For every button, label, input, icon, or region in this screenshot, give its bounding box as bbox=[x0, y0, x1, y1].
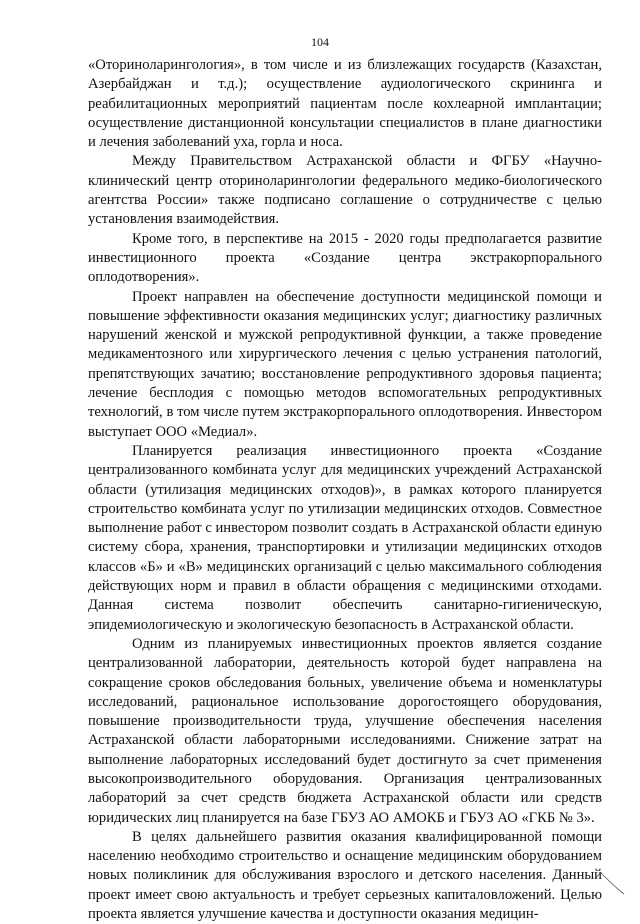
scan-mark-icon bbox=[598, 868, 626, 896]
page-number: 104 bbox=[311, 35, 329, 49]
paragraph: Между Правительством Астраханской области и ФГБУ «Научно-клинический центр оториноларингологии федерального медико-биологического агентства России» также подписано соглашение о сотрудничестве с целью установления взаимодействия. bbox=[88, 153, 602, 228]
paragraph: В целях дальнейшего развития оказания квалифицированной помощи населению необходимо строительство и оснащение медицинским оборудованием новых поликлиник для обслуживания взрослого и детского населения. Данный проект имеет свою актуальность и требует серьезных капиталовложений. Целью проекта является улучшение качества и доступности оказания медицин- bbox=[88, 828, 602, 923]
paragraph: Одним из планируемых инвестиционных проектов является создание централизованной лаборатории, деятельность которой будет направлена на сокращение сроков обследования больных, увеличение объема и номенклатуры исследований, рациональное использование дорогостоящего оборудования, повышение производительности труда, улучшение обеспечения населения Астраханской области лабораторными исследованиями. Снижение затрат на выполнение лабораторных исследований будет достигнуто за счет применения высокопроизводительного оборудования. Организация централизованных лабораторий за счет средств бюджета Астраханской области или средств юридических лиц планируется на базе ГБУЗ АО АМОКБ и ГБУЗ АО «ГКБ № 3». bbox=[88, 635, 602, 826]
paragraph: «Оториноларингология», в том числе и из близлежащих государств (Казахстан, Азербайджан и т.д.); осуществление аудиологического скрининга и реабилитационных мероприятий пациентам после кохлеарной имплантации; осуществление дистанционной консультации специалистов в плане диагностики и лечения заболеваний уха, горла и носа. bbox=[88, 57, 602, 151]
paragraph: Проект направлен на обеспечение доступности медицинской помощи и повышение эффективности оказания медицинских услуг; диагностику различных нарушений женской и мужской репродуктивной функции, а также проведение медикаментозного или хирургического лечения с целью устранения патологий, препятствующих зачатию; восстановление репродуктивного здоровья пациента; лечение бесплодия с помощью методов вспомогательных репродуктивных технологий, в том числе путем экстракорпорального оплодотворения. Инвестором выступает ООО «Медиал». bbox=[88, 288, 602, 440]
document-body bbox=[88, 56, 602, 924]
paragraph: Планируется реализация инвестиционного проекта «Создание централизованного комбината услуг для медицинских учреждений Астраханской области (утилизация медицинских отходов)», в рамках которого планируется строительство комбината услуг по утилизации медицинских отходов. Совместное выполнение работ с инвестором позволит создать в Астраханской области единую систему сбора, хранения, транспортировки и утилизации медицинских отходов классов «Б» и «В» медицинских организаций с целью максимального соблюдения действующих норм и правил в области обращения с медицинскими отходами. Данная система позволит обеспечить санитарно-гигиеническую, эпидемиологическую и экологическую безопасность в Астраханской области. bbox=[88, 442, 602, 633]
paragraph: Кроме того, в перспективе на 2015 - 2020 годы предполагается развитие инвестиционного проекта «Создание центра экстракорпорального оплодотворения». bbox=[88, 230, 602, 286]
